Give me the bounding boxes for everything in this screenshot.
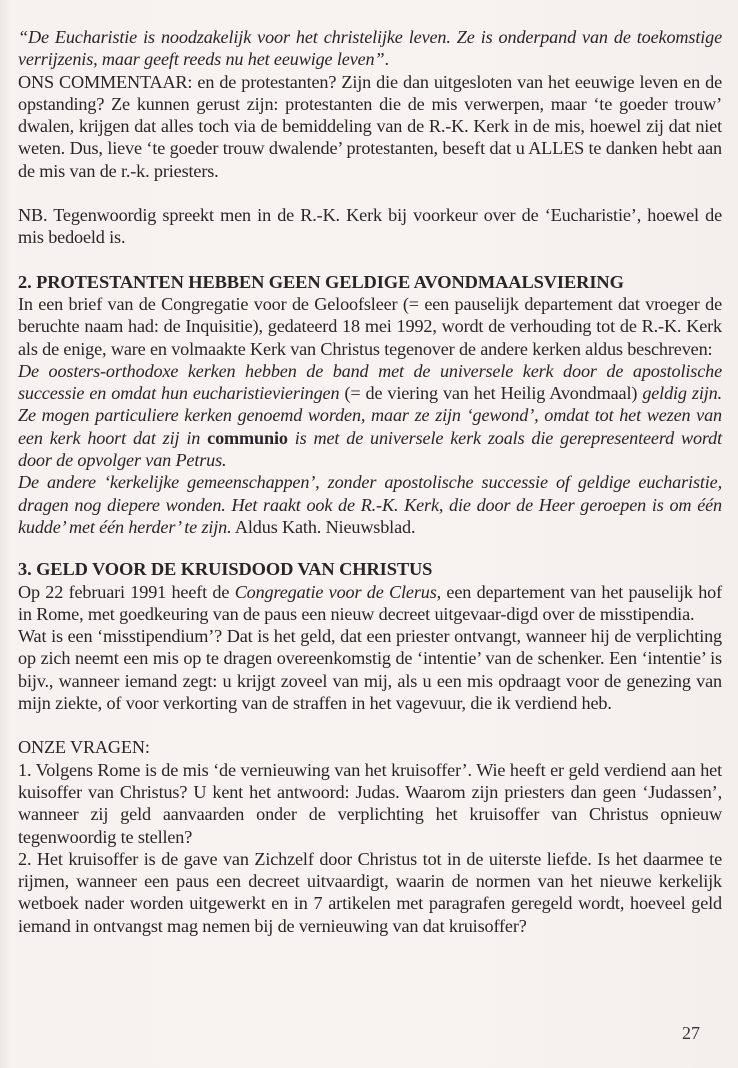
quote-2-source: Aldus Kath. Nieuwsblad. [231,516,416,537]
quote-1-part-c: geldig zijn. Ze mogen particuliere kerken genoemd worden, maar ze zijn ‘gewond’, omdat tot het wezen van een kerk hoort dat zij in [18,383,722,448]
p1-part-c: een departement van het pauselijk hof in Rome, met goedkeuring van de paus een nieuw decreet uitgevaar-digd over de misstipendia. [18,581,723,624]
text-column [18,26,722,937]
section-2-heading: 2. PROTESTANTEN HEBBEN GEEN GELDIGE AVONDMAALSVIERING [18,271,624,292]
section-3-paragraph-2: Wat is een ‘misstipendium’? Dat is het geld, dat een priester ontvangt, wanneer hij de verplichting op zich neemt een mis op te dragen overeenkomstig de ‘intentie’ van de schenker. Een ‘intentie’ is bijv., wanneer iemand zegt: u krijgt zoveel van mij, als u een mis opdraagt voor de genezing van mijn ziekte, of voor verkorting van de straffen in het vagevuur, die ik verdiend heb. [18,626,722,714]
question-1: 1. Volgens Rome is de mis ‘de vernieuwing van het kruisoffer’. Wie heeft er geld verdiend aan het kuisoffer van Christus? U kent het antwoord: Judas. Waarom zijn priesters dan geen ‘Judassen’, wanneer zij geld aanvaarden onder de verplichting het kruisoffer van Christus opnieuw tegenwoordig te stellen? [18,759,722,847]
section-2-intro: In een brief van de Congregatie voor de Geloofsleer (= een pauselijk departement dat vroeger de beruchte naam had: de Inquisitie), gedateerd 18 mei 1992, wordt de verhouding tot de R.-K. Kerk als de enige, ware en volmaakte Kerk van Christus tegenover de andere kerken aldus beschreven: [18,293,722,359]
page-number: 27 [682,1023,700,1043]
quote-paragraph [18,26,722,71]
quote-end: . [384,49,389,70]
p1-part-a: Op 22 februari 1991 heeft de [18,581,235,602]
question-2: 2. Het kruisoffer is de gave van Zichzelf door Christus tot in de uiterste liefde. Is het daarmee te rijmen, wanneer een paus een decreet uitvaardigt, waarin de normen van het nieuwe kerkelijk wetboek nader worden uitgewerkt en in 7 artikelen met paragrafen geregeld wordt, hoeveel geld iemand in ontvangst mag nemen bij de vernieuwing van dat kruisoffer? [18,848,722,936]
questions-heading: ONZE VRAGEN: [18,737,150,758]
section-3-paragraph-1 [18,581,722,626]
eucharist-quote: “De Eucharistie is noodzakelijk voor het christelijke leven. Ze is onderpand van de toekomstige verrijzenis, maar geeft reeds nu het eeuwige leven” [18,27,722,70]
p1-congregation: Congregatie voor de Clerus, [234,581,442,602]
quote-2-text: De andere ‘kerkelijke gemeenschappen’, zonder apostolische successie of geldige eucharistie, dragen nog diepere wonden. Het raakt ook de R.-K. Kerk, die door de Heer geroepen is om één kudde’ met één herder’ te zijn. [18,472,722,537]
note-paragraph: NB. Tegenwoordig spreekt men in de R.-K. Kerk bij voorkeur over de ‘Eucharistie’, hoewel de mis bedoeld is. [18,205,722,248]
section-2-quote-1 [18,360,722,471]
commentary-paragraph: ONS COMMENTAAR: en de protestanten? Zijn die dan uitgesloten van het eeuwige leven en de opstanding? Ze kunnen gerust zijn: protestanten die de mis verwerpen, maar ‘te goeder trouw’ dwalen, krijgen dat alles toch via de bemiddeling van de R.-K. Kerk in de mis, hoewel zij dat niet weten. Dus, lieve ‘te goeder trouw dwalende’ protestanten, beseft dat u ALLES te danken hebt aan de mis van de r.-k. priesters. [18,71,722,181]
quote-1-part-a: De oosters-orthodoxe kerken hebben de band met de universele kerk door de apostolische successie en omdat hun eucharistievieringen [18,360,722,404]
section-3-heading: 3. GELD VOOR DE KRUISDOOD VAN CHRISTUS [18,559,433,580]
quote-1-part-e: is met de universele kerk zoals die gerepresenteerd wordt door de opvolger van Petrus. [18,427,722,471]
section-2-quote-2 [18,471,722,538]
quote-1-communio: communio [207,427,288,448]
quote-1-part-b: (= de viering van het Heilig Avondmaal) [339,383,643,404]
